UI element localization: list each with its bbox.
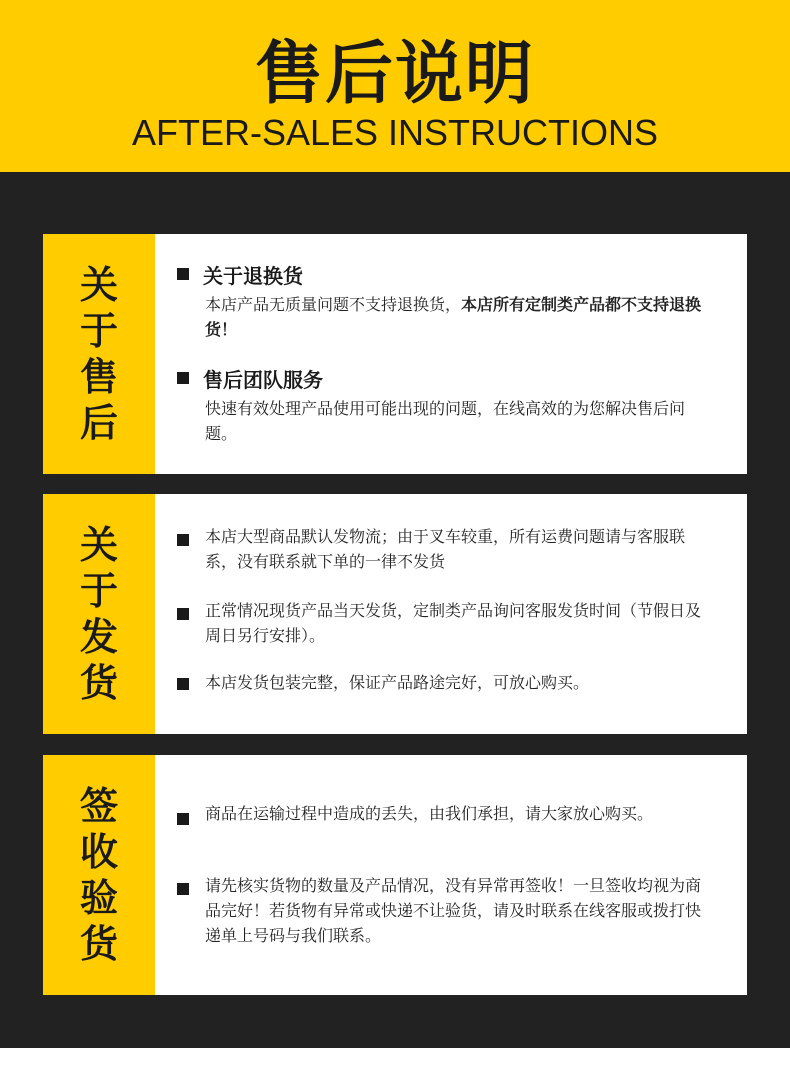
list-item: 商品在运输过程中造成的丢失，由我们承担，请大家放心购买。 — [205, 804, 654, 823]
card-body — [155, 234, 747, 474]
card-side-label — [43, 234, 155, 474]
bullet-square-icon — [177, 268, 189, 280]
bullet-square-icon — [177, 534, 189, 546]
page-title: 售后说明 — [254, 35, 535, 114]
bullet-square-icon — [177, 608, 189, 620]
bullet-square-icon — [177, 813, 189, 825]
card-after-sales — [43, 234, 747, 474]
bullet-square-icon — [177, 883, 189, 895]
list-item: 本店发货包装完整，保证产品路途完好，可放心购买。 — [205, 673, 590, 692]
card-shipping — [43, 494, 747, 734]
card-side-label — [43, 755, 155, 995]
list-item: 正常情况现货产品当天发货，定制类产品询问客服发货时间（节假日及周日另行安排）。 — [205, 601, 702, 645]
list-item: 请先核实货物的数量及产品情况，没有异常再签收！一旦签收均视为商品完好！若货物有异常或快递不让验货，请及时联系在线客服或拨打快递单上号码与我们联系。 — [205, 876, 702, 945]
header-banner — [0, 0, 790, 172]
list-item: 本店大型商品默认发物流；由于叉车较重，所有运费问题请与客服联系，没有联系就下单的一律不发货 — [205, 527, 686, 571]
page-subtitle: AFTER-SALES INSTRUCTIONS — [131, 112, 659, 153]
bottom-strip — [0, 1048, 790, 1065]
side-label-text: 签 收 验 货 — [79, 784, 118, 966]
card-body — [155, 755, 747, 995]
side-label-text: 关 于 发 货 — [79, 523, 118, 705]
bullet-square-icon — [177, 678, 189, 690]
side-label-text: 关 于 售 后 — [79, 263, 118, 445]
section-title-returns: 关于退换货 — [203, 264, 303, 288]
card-inspection — [43, 755, 747, 995]
bullet-square-icon — [177, 372, 189, 384]
section-text-service: 快速有效处理产品使用可能出现的问题，在线高效的为您解决售后问题。 — [205, 399, 686, 443]
card-body — [155, 494, 747, 734]
section-text-returns: 本店产品无质量问题不支持退换货，本店所有定制类产品都不支持退换货！ — [205, 295, 702, 339]
card-side-label — [43, 494, 155, 734]
section-title-service: 售后团队服务 — [203, 368, 323, 392]
